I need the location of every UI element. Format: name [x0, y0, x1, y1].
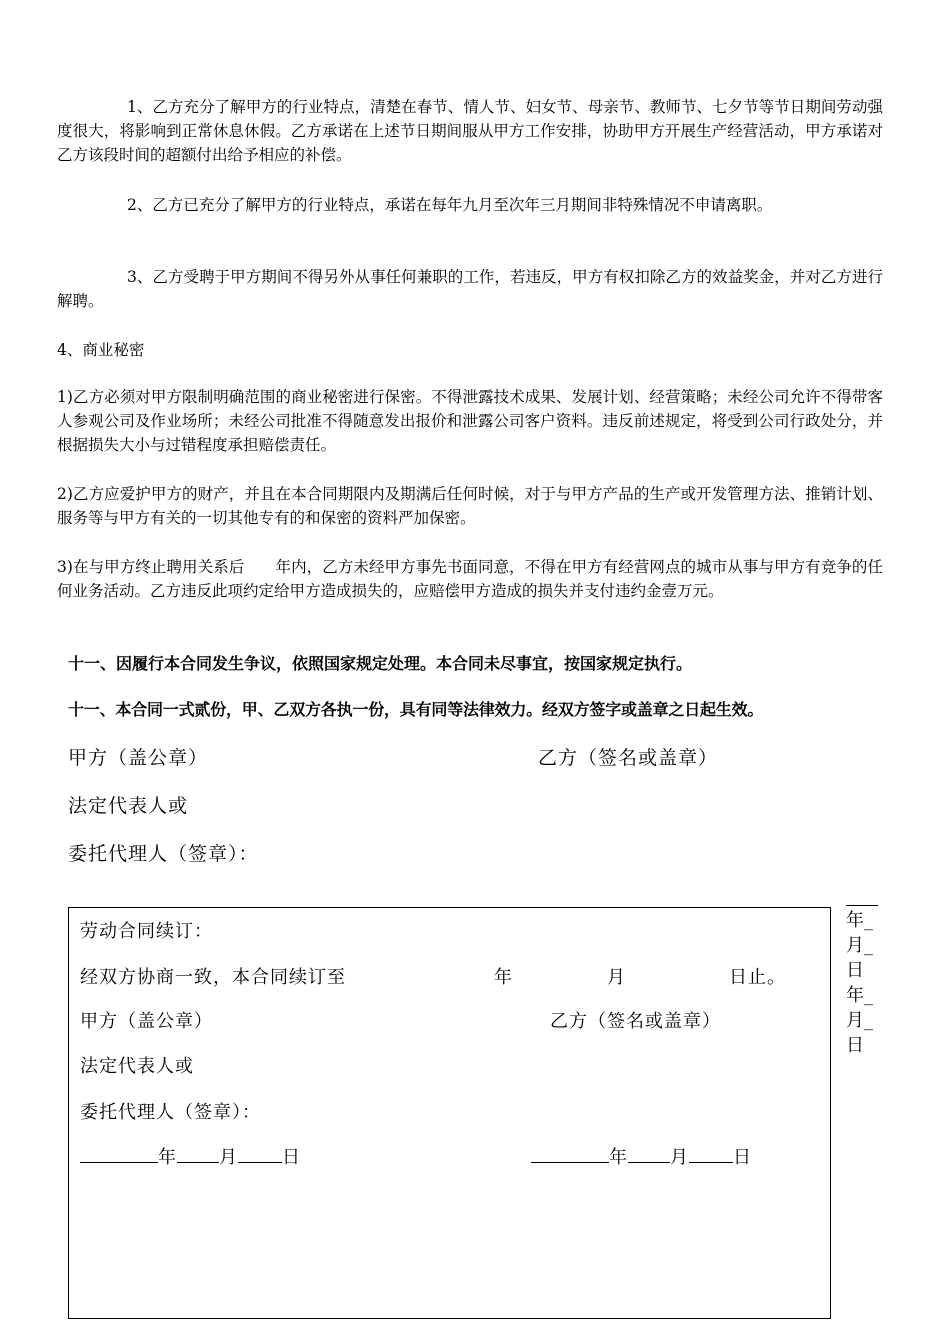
side-year-2: 年_ — [846, 985, 873, 1006]
party-b-label: 乙方（签名或盖章） — [538, 747, 719, 769]
legal-rep-label: 法定代表人或 — [68, 795, 189, 817]
side-month-2: 月_ — [846, 1010, 873, 1031]
side-day-2: 日 — [846, 1035, 864, 1056]
date-month-label: 月 — [219, 1147, 238, 1168]
date-year-label: 年 — [158, 1147, 177, 1168]
side-month-1: 月_ — [846, 935, 873, 956]
blank-day[interactable] — [238, 1144, 282, 1163]
clause-4-2: 2)乙方应爱护甲方的财产，并且在本合同期限内及期满后任何时候，对于与甲方产品的生产或开发管理方法、推销计划、服务等与甲方有关的一切其他专有的和保密的资料严加保密。 — [57, 485, 883, 527]
side-day-1: 日 — [846, 960, 864, 981]
clause-1: 1、乙方充分了解甲方的行业特点，清楚在春节、情人节、妇女节、母亲节、教师节、七夕节等节日期间劳动强度很大，将影响到正常休息休假。乙方承诺在上述节日期间服从甲方工作安排，协助甲方开展生产经营活动，甲方承诺对乙方该段时间的超额付出给予相应的补偿。 — [57, 98, 883, 164]
clause-4-title: 4、商业秘密 — [57, 341, 145, 359]
blank-month[interactable] — [177, 1144, 219, 1163]
side-top-rule — [846, 905, 878, 906]
date-day-label: 日 — [282, 1147, 301, 1168]
agent-label: 委托代理人（签章）： — [68, 843, 259, 865]
renewal-month: 月 — [607, 967, 626, 988]
renewal-party-a: 甲方（盖公章） — [80, 1011, 213, 1032]
date-line-a — [80, 1143, 301, 1169]
blank-year[interactable] — [80, 1144, 158, 1163]
date-day-label: 日 — [733, 1147, 752, 1168]
date-month-label: 月 — [670, 1147, 689, 1168]
date-year-label: 年 — [609, 1147, 628, 1168]
renewal-sentence: 经双方协商一致，本合同续订至 — [80, 967, 346, 988]
date-line-b — [531, 1143, 752, 1169]
clause-4-3: 3)在与甲方终止聘用关系后 年内，乙方未经甲方事先书面同意，不得在甲方有经营网点的城市从事与甲方有竞争的任何业务活动。乙方违反此项约定给甲方造成损失的，应赔偿甲方造成的损失并支付违约金壹万元。 — [57, 558, 883, 600]
renewal-day-end: 日止。 — [729, 967, 786, 988]
renewal-agent: 委托代理人（签章）： — [80, 1102, 261, 1123]
clause-3: 3、乙方受聘于甲方期间不得另外从事任何兼职的工作，若违反，甲方有权扣除乙方的效益奖金，并对乙方进行解聘。 — [57, 268, 883, 310]
clause-11-copies: 十一、本合同一式贰份，甲、乙双方各执一份，具有同等法律效力。经双方签字或盖章之日起生效。 — [68, 700, 764, 719]
side-year-1: 年_ — [846, 910, 873, 931]
renewal-party-b: 乙方（签名或盖章） — [550, 1011, 721, 1032]
renewal-year: 年 — [494, 967, 513, 988]
clause-11-dispute: 十一、因履行本合同发生争议，依照国家规定处理。本合同未尽事宜，按国家规定执行。 — [68, 654, 693, 673]
party-a-label: 甲方（盖公章） — [68, 747, 209, 769]
blank-year[interactable] — [531, 1144, 609, 1163]
clause-4-1: 1)乙方必须对甲方限制明确范围的商业秘密进行保密。不得泄露技术成果、发展计划、经营策略；未经公司允许不得带客人参观公司及作业场所；未经公司批准不得随意发出报价和泄露公司客户资料。违反前述规定，将受到公司行政处分，并根据损失大小与过错程度承担赔偿责任。 — [57, 388, 883, 454]
blank-day[interactable] — [689, 1144, 733, 1163]
renewal-legal-rep: 法定代表人或 — [80, 1056, 194, 1077]
clause-2: 2、乙方已充分了解甲方的行业特点，承诺在每年九月至次年三月期间非特殊情况不申请离职。 — [127, 196, 773, 214]
renewal-title: 劳动合同续订： — [80, 921, 213, 942]
side-date — [846, 908, 873, 1058]
blank-month[interactable] — [628, 1144, 670, 1163]
